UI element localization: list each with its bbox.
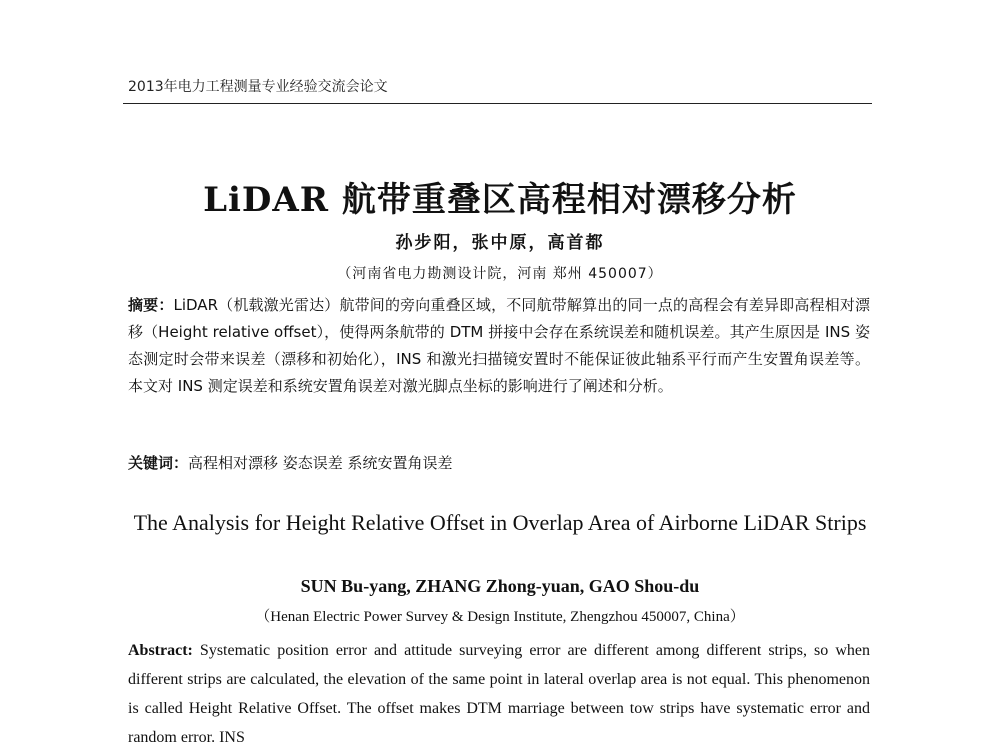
affiliation-cn: （河南省电力勘测设计院，河南 郑州 450007） — [337, 266, 663, 282]
abstract-cn-label: 摘要： — [128, 296, 174, 314]
keywords-cn — [128, 452, 870, 474]
abstract-cn-text: LiDAR（机载激光雷达）航带间的旁向重叠区域，不同航带解算出的同一点的高程会有差异即高程相对漂移（Height relative offset），使得两条航带的 DTM 拼接中会存在系统误差和随机误差。其产生原因是 INS 姿态测定时会带来误差（漂移和初始化），INS 和激光扫描镜安置时不能保证彼此轴系平行而产生安置角误差等。本文对 INS 测定误差和系统安置角误差对激光脚点坐标的影响进行了阐述和分析。 — [128, 296, 870, 395]
paper-title-cn: LiDAR 航带重叠区高程相对漂移分析 — [203, 180, 797, 220]
authors-en: SUN Bu-yang, ZHANG Zhong-yuan, GAO Shou-du — [300, 576, 700, 596]
abstract-en-label: Abstract: — [128, 642, 193, 659]
authors-cn: 孙步阳，张中原，高首都 — [395, 233, 605, 253]
keywords-cn-label: 关键词： — [128, 454, 189, 472]
header-rule — [123, 103, 872, 104]
keywords-cn-text: 高程相对漂移 姿态误差 系统安置角误差 — [188, 454, 453, 472]
paper-title-en: The Analysis for Height Relative Offset in Overlap Area of Airborne LiDAR Strips — [133, 510, 867, 535]
abstract-en-text: Systematic position error and attitude surveying error are different among different strips, so when different strips are calculated, the elevation of the same point in lateral overlap area is not equal. This phenomenon is called Height Relative Offset. The offset makes DTM marriage between tow strips have systematic error and random error. INS — [128, 642, 870, 746]
abstract-en — [128, 636, 870, 752]
running-header: 2013年电力工程测量专业经验交流会论文 — [128, 79, 388, 95]
abstract-cn — [128, 292, 870, 400]
affiliation-en: （Henan Electric Power Survey & Design Institute, Zhengzhou 450007, China） — [255, 609, 745, 625]
